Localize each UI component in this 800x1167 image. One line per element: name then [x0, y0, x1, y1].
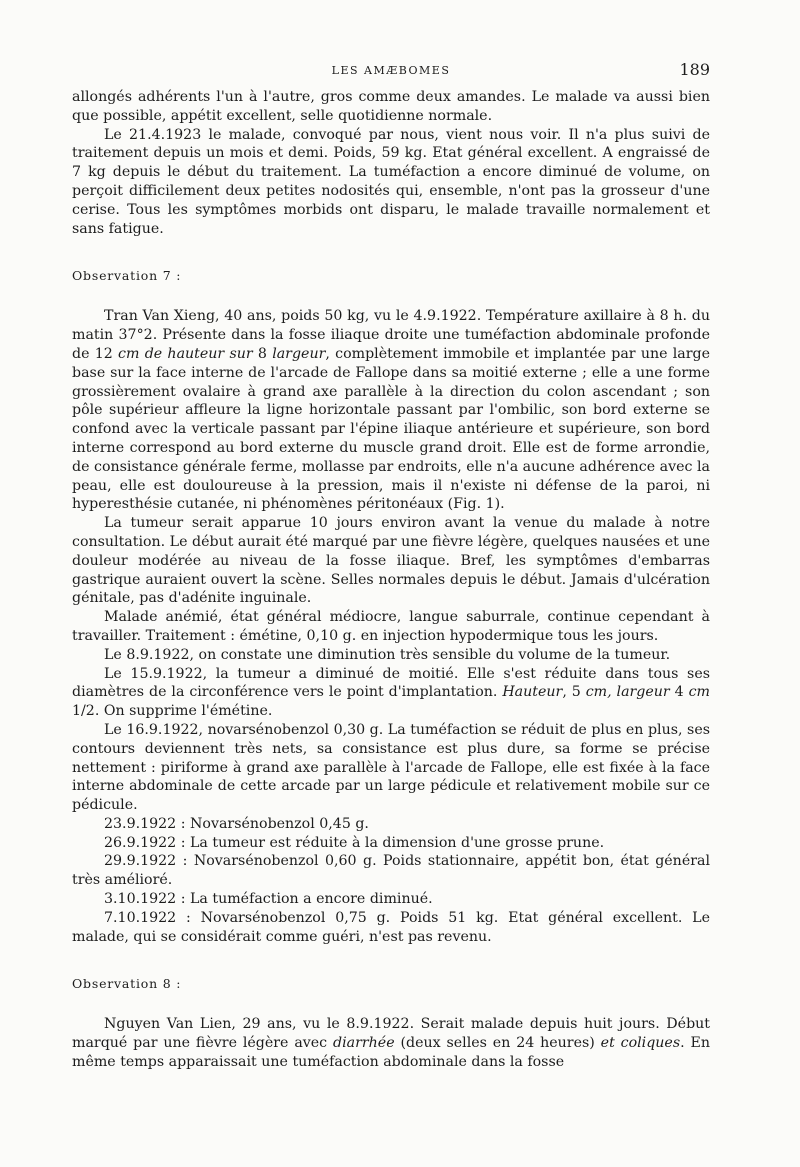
obs7-paragraph-2: La tumeur serait apparue 10 jours environ avant la venue du malade à notre consultation. Le début aurait été marqué par une fièvre légère, quelques nausées et une douleur modérée au niveau de la fosse iliaque. Bref, les symptômes d'embarras gastrique auraient ouvert la scène. Selles normales depuis le début. Jamais d'ulcération génitale, pas d'adénite inguinale.: [72, 515, 710, 607]
intro-paragraph-1: allongés adhérents l'un à l'autre, gros comme deux amandes. Le malade va aussi bien que possible, appétit excellent, selle quotidienne normale.: [72, 89, 710, 124]
obs7-p5-text-d: 1/2. On supprime l'émétine.: [72, 703, 273, 720]
obs7-paragraph-1: [72, 307, 710, 514]
obs7-paragraph-6: Le 16.9.1922, novarsénobenzol 0,30 g. La tuméfaction se réduit de plus en plus, ses contours deviennent très nets, sa consistance est plus dure, sa forme se précise nettement : piriforme à grand axe parallèle à l'arcade de Fallope, elle est fixée à la face interne abdominale de cette arcade par un large pédicule et relativement mobile sur ce pédicule.: [72, 721, 710, 814]
obs7-p1-text-b: 8: [252, 345, 273, 362]
obs7-p1-text-c: , complètement immobile et implantée par une large base sur la face interne de l'arcade de Fallope dans sa moitié externe ; elle a une forme grossièrement ovalaire à grand axe parallèle à la direction du colon ascendant ; son pôle supérieur affleure la ligne horizontale passant par l'ombilic, son bord externe se confond avec la verticale passant par l'épine iliaque antérieure et supérieure, son bord interne correspond au bord externe du muscle grand droit. Elle est de forme arrondie, de consistance générale ferme, mollasse par endroits, elle n'a aucune adhérence avec la peau, elle est douloureuse à la pression, mais il n'existe ni défense de la paroi, ni hyperesthésie cutanée, ni phénomènes péritonéaux (Fig. 1).: [72, 345, 710, 513]
obs7-p5-text-c: 4: [669, 684, 689, 701]
obs8-p1-italic-1: diarrhée: [333, 1035, 395, 1052]
page-number: 189: [679, 60, 710, 79]
obs7-paragraph-3: Malade anémié, état général médiocre, langue saburrale, continue cependant à travailler. Traitement : émétine, 0,10 g. en injection hypodermique tous les jours.: [72, 609, 710, 644]
obs7-paragraph-4: Le 8.9.1922, on constate une diminution très sensible du volume de la tumeur.: [104, 646, 671, 663]
obs7-date-entry-2: 26.9.1922 : La tumeur est réduite à la dimension d'une grosse prune.: [104, 834, 605, 851]
obs8-p1-text-c: . En même temps apparaissait une tuméfaction abdominale dans la fosse: [72, 1035, 710, 1071]
obs7-p5-text-b: , 5: [562, 684, 586, 701]
page-header: [72, 58, 710, 88]
obs8-p1-italic-2: et coliques: [600, 1035, 681, 1052]
obs8-p1-text-b: (deux selles en 24 heures): [394, 1035, 601, 1052]
obs7-p1-italic-1: cm de hauteur sur: [118, 345, 253, 362]
obs7-paragraph-5: [72, 665, 710, 721]
obs7-p5-italic-3: cm: [688, 684, 710, 701]
obs7-p5-text-a: Le 15.9.1922, la tumeur a diminué de moitié. Elle s'est réduite dans tous ses diamètres de la circonférence vers le point d'implantation.: [72, 665, 710, 701]
observation-8-heading: Observation 8 :: [72, 976, 182, 992]
obs8-paragraph-1: [72, 1015, 710, 1071]
observation-7-heading: Observation 7 :: [72, 268, 182, 284]
obs7-date-entry-4: 3.10.1922 : La tuméfaction a encore diminué.: [104, 891, 433, 908]
obs7-date-entry-3: 29.9.1922 : Novarsénobenzol 0,60 g. Poids stationnaire, appétit bon, état général très amélioré.: [72, 853, 710, 889]
obs7-p5-italic-2: cm, largeur: [585, 684, 670, 701]
obs8-p1-text-a: Nguyen Van Lien, 29 ans, vu le 8.9.1922. Serait malade depuis huit jours. Début marqué par une fièvre légère avec: [72, 1016, 710, 1052]
obs7-p1-italic-2: largeur: [272, 345, 326, 362]
obs7-p1-text-a: Tran Van Xieng, 40 ans, poids 50 kg, vu le 4.9.1922. Température axillaire à 8 h. du matin 37°2. Présente dans la fosse iliaque droite une tuméfaction abdominale profonde de 12: [72, 308, 710, 362]
intro-paragraph-2: Le 21.4.1923 le malade, convoqué par nous, vient nous voir. Il n'a plus suivi de traitement depuis un mois et demi. Poids, 59 kg. Etat général excellent. A engraissé de 7 kg depuis le début du traitement. La tuméfaction a encore diminué de volume, on perçoit difficilement deux petites nodosités qui, ensemble, n'ont pas la grosseur d'une cerise. Tous les symptômes morbids ont disparu, le malade travaille normalement et sans fatigue.: [72, 126, 710, 237]
obs7-date-entry-1: 23.9.1922 : Novarsénobenzol 0,45 g.: [104, 815, 369, 832]
obs7-p5-italic-1: Hauteur: [502, 684, 563, 701]
obs7-date-entry-5: 7.10.1922 : Novarsénobenzol 0,75 g. Poids 51 kg. Etat général excellent. Le malade, qui se considérait comme guéri, n'est pas revenu.: [72, 909, 710, 945]
document-page: [72, 58, 710, 1072]
running-title: LES AMÆBOMES: [331, 64, 451, 77]
